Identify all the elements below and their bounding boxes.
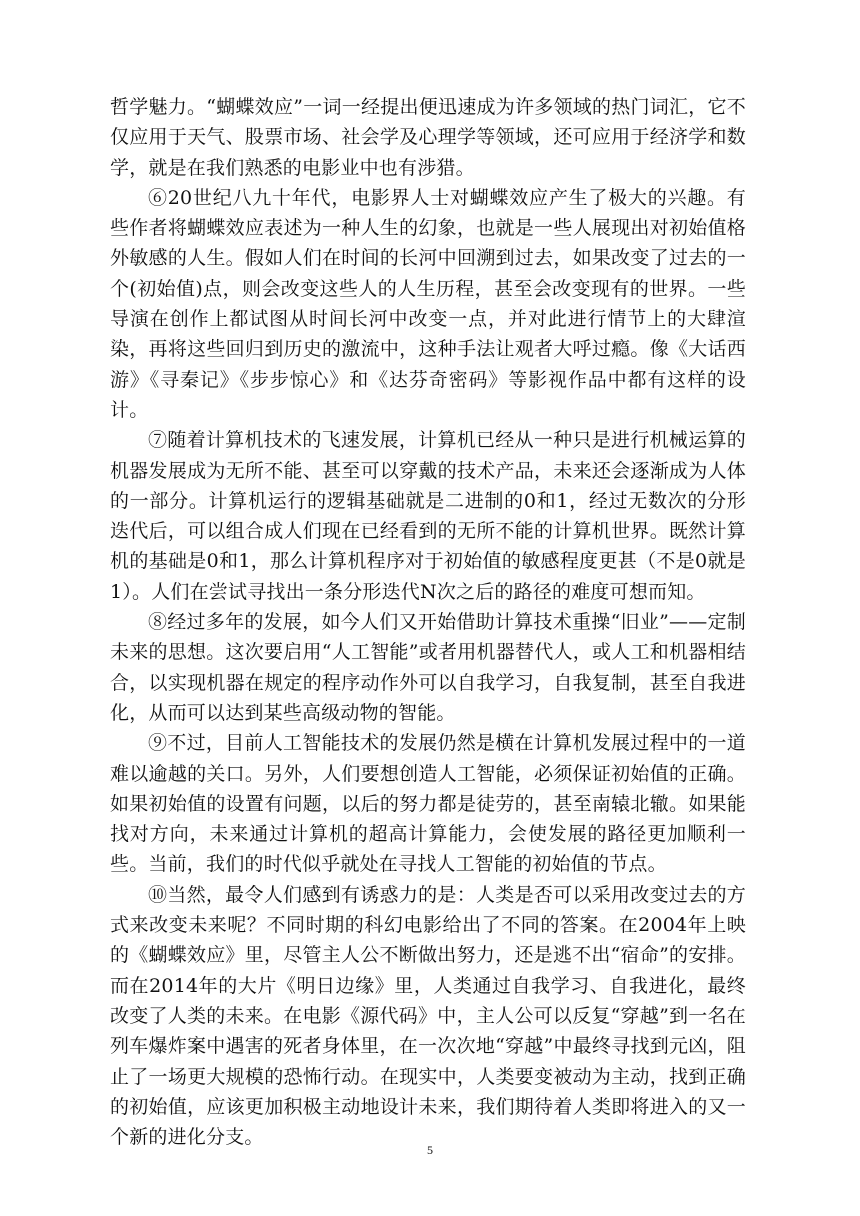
page-number: 5 <box>427 1143 433 1157</box>
paragraph-9: ⑨不过，目前人工智能技术的发展仍然是横在计算机发展过程中的一道难以逾越的关口。另外，人们要想创造人工智能，必须保证初始值的正确。如果初始值的设置有问题，以后的努力都是徒劳的，甚至南辕北辙。如果能找对方向，未来通过计算机的超高计算能力，会使发展的路径更加顺利一些。当前，我们的时代似乎就处在寻找人工智能的初始值的节点。 <box>110 732 746 876</box>
paragraph-6: ⑥20世纪八九十年代，电影界人士对蝴蝶效应产生了极大的兴趣。有些作者将蝴蝶效应表述为一种人生的幻象，也就是一些人展现出对初始值格外敏感的人生。假如人们在时间的长河中回溯到过去，如果改变了过去的一个(初始值)点，则会改变这些人的人生历程，甚至会改变现有的世界。一些导演在创作上都试图从时间长河中改变一点，并对此进行情节上的大肆渲染，再将这些回归到历史的激流中，这种手法让观者大呼过瘾。像《大话西游》《寻秦记》《步步惊心》和《达芬奇密码》等影视作品中都有这样的设计。 <box>110 186 746 421</box>
paragraph-5-continued: 哲学魅力。“蝴蝶效应”一词一经提出便迅速成为许多领域的热门词汇，它不仅应用于天气、股票市场、社会学及心理学等领域，还可应用于经济学和数学，就是在我们熟悉的电影业中也有涉猎。 <box>110 96 746 179</box>
article-body <box>110 92 746 1152</box>
paragraph-8: ⑧经过多年的发展，如今人们又开始借助计算技术重操“旧业”——定制未来的思想。这次要启用“人工智能”或者用机器替代人，或人工和机器相结合，以实现机器在规定的程序动作外可以自我学习，自我复制，甚至自我进化，从而可以达到某些高级动物的智能。 <box>110 611 746 724</box>
paragraph-10: ⑩当然，最令人们感到有诱惑力的是：人类是否可以采用改变过去的方式来改变未来呢？不同时期的科幻电影给出了不同的答案。在2004年上映的《蝴蝶效应》里，尽管主人公不断做出努力，还是逃不出“宿命”的安排。而在2014年的大片《明日边缘》里，人类通过自我学习、自我进化，最终改变了人类的未来。在电影《源代码》中，主人公可以反复“穿越”到一名在列车爆炸案中遇害的死者身体里，在一次次地“穿越”中最终寻找到元凶，阻止了一场更大规模的恐怖行动。在现实中，人类要变被动为主动，找到正确的初始值，应该更加积极主动地设计未来，我们期待着人类即将进入的又一个新的进化分支。 <box>110 883 746 1149</box>
paragraph-7: ⑦随着计算机技术的飞速发展，计算机已经从一种只是进行机械运算的机器发展成为无所不能、甚至可以穿戴的技术产品，未来还会逐渐成为人体的一部分。计算机运行的逻辑基础就是二进制的0和1，经过无数次的分形迭代后，可以组合成人们现在已经看到的无所不能的计算机世界。既然计算机的基础是0和1，那么计算机程序对于初始值的敏感程度更甚（不是0就是1）。人们在尝试寻找出一条分形迭代N次之后的路径的难度可想而知。 <box>110 429 746 603</box>
